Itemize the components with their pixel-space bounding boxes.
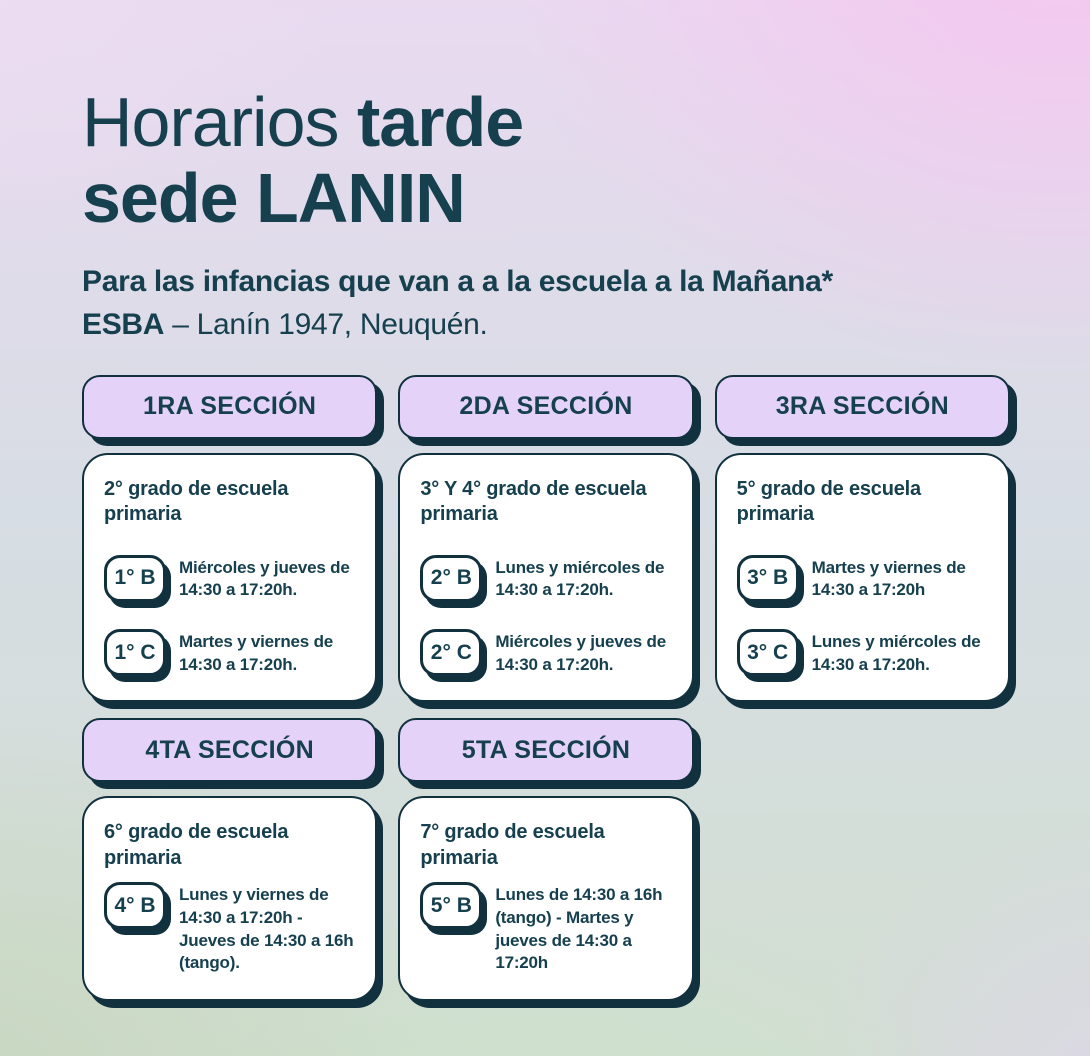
title-line2: sede LANIN — [82, 159, 465, 238]
schedule-text: Martes y viernes de 14:30 a 17:20h. — [179, 632, 334, 674]
schedule-text: Lunes de 14:30 a 16h (tango) - Martes y jueves de 14:30 a 17:20h — [495, 885, 663, 973]
section-header-5ta: 5TA SECCIÓN — [398, 718, 693, 782]
sections-grid — [82, 375, 1010, 1001]
school-address: – Lanín 1947, Neuquén. — [164, 307, 488, 341]
section-4ta — [82, 718, 377, 1001]
title-regular-part: Horarios — [82, 83, 357, 161]
schedule-text: Lunes y miércoles de 14:30 a 17:20h. — [811, 632, 981, 674]
schedule-card-2da — [398, 453, 693, 703]
school-name: ESBA — [82, 307, 165, 341]
schedule-row — [420, 629, 673, 676]
schedule-card-1ra — [82, 453, 377, 703]
card-heading: 5° grado de escuela primaria — [736, 477, 921, 526]
section-5ta — [398, 718, 693, 1001]
schedule-card-4ta — [82, 796, 377, 1001]
grade-badge: 1° B — [104, 555, 166, 602]
schedule-row — [104, 629, 357, 676]
schedule-text: Miércoles y jueves de 14:30 a 17:20h. — [495, 632, 666, 674]
subtitle: Para las infancias que van a a la escuela a la Mañana* — [82, 264, 833, 298]
schedule-card-5ta — [398, 796, 693, 1001]
section-3ra — [715, 375, 1010, 703]
grade-badge: 1° C — [104, 629, 166, 676]
grade-badge: 4° B — [104, 882, 166, 929]
card-heading: 6° grado de escuela primaria — [104, 821, 289, 869]
grade-badge: 2° B — [420, 555, 482, 602]
card-heading: 7° grado de escuela primaria — [420, 821, 605, 869]
schedule-row — [104, 555, 357, 602]
section-header-3ra: 3RA SECCIÓN — [715, 375, 1010, 439]
page-title — [82, 84, 1010, 237]
schedule-row — [737, 555, 990, 602]
card-heading: 3° Y 4° grado de escuela primaria — [420, 477, 647, 526]
title-bold-part: tarde — [356, 83, 524, 161]
schedule-row — [737, 629, 990, 676]
schedule-card-3ra — [715, 453, 1010, 703]
section-header-1ra: 1RA SECCIÓN — [82, 375, 377, 439]
schedule-text: Martes y viernes de 14:30 a 17:20h — [811, 557, 966, 600]
schedule-row — [104, 882, 357, 974]
location-line — [82, 308, 1010, 342]
card-heading: 2° grado de escuela primaria — [104, 477, 289, 526]
schedule-text: Miércoles y jueves de 14:30 a 17:20h. — [179, 557, 350, 600]
schedule-row — [420, 882, 673, 974]
schedule-row — [420, 555, 673, 602]
section-header-2da: 2DA SECCIÓN — [398, 375, 693, 439]
section-header-4ta: 4TA SECCIÓN — [82, 718, 377, 782]
section-1ra — [82, 375, 377, 703]
schedule-text: Lunes y miércoles de 14:30 a 17:20h. — [495, 557, 665, 600]
grade-badge: 2° C — [420, 629, 482, 676]
grade-badge: 5° B — [420, 882, 482, 929]
schedule-text: Lunes y viernes de 14:30 a 17:20h - Jueves de 14:30 a 16h (tango). — [179, 885, 354, 973]
section-2da — [398, 375, 693, 703]
grade-badge: 3° C — [737, 629, 799, 676]
grade-badge: 3° B — [737, 555, 799, 602]
